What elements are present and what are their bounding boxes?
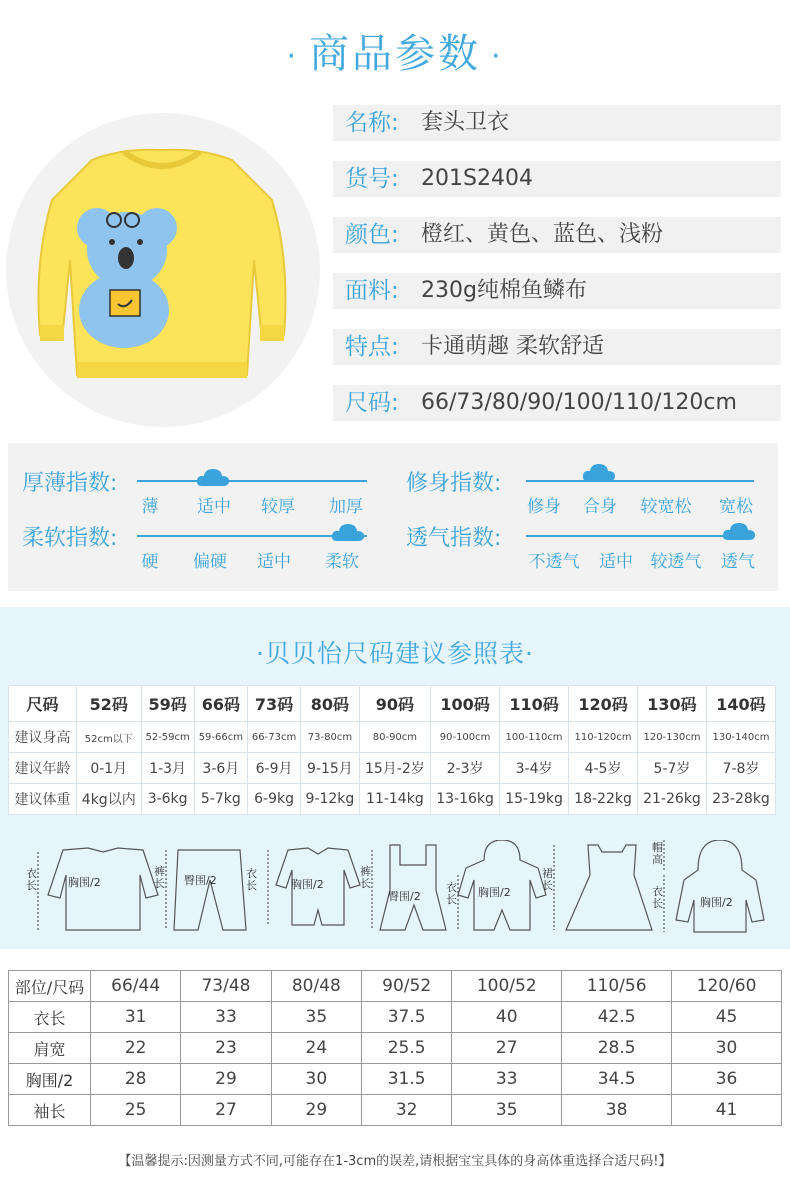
thickness-label: 适中 [197,497,231,517]
breathability-label: 透气 [721,552,755,572]
garment-label: 衣长 [246,867,257,892]
table-row: 肩宽 22 23 24 25.5 27 28.5 30 [9,1033,782,1064]
param-row-size: 尺码: 66/73/80/90/100/110/120cm [333,385,781,421]
softness-label: 柔软 [325,552,359,572]
table-row: 胸围/2 28 29 30 31.5 33 34.5 36 [9,1064,782,1095]
table-row: 袖长 25 27 29 32 35 38 41 [9,1095,782,1126]
sweater-illustration [22,140,302,400]
table-row: 建议体重 4kg以内 3-6kg 5-7kg 6-9kg 9-12kg 11-14kg 13-16kg 15-19kg 18-22kg 21-26kg 23-28kg [9,784,776,815]
breathability-index-line [526,535,754,537]
table-row: 建议身高 52cm以下 52-59cm 59-66cm 66-73cm 73-80cm 80-90cm 90-100cm 100-110cm 110-120cm 120-130cm 130-140cm [9,722,776,753]
fit-label: 修身 [527,497,561,517]
thickness-label: 薄 [141,497,159,517]
softness-cloud-icon [331,522,365,542]
breathability-index-title: 透气指数: [406,526,502,551]
thickness-index-line [137,480,367,482]
garment-label: 胸围/2 [700,896,733,909]
param-row-feature: 特点: 卡通萌趣 柔软舒适 [333,329,781,365]
fit-index-title: 修身指数: [406,471,502,496]
size-guide-title: ·贝贝怡尺码建议参照表· [256,639,534,668]
table-header-row: 尺码 52码 59码 66码 73码 80码 90码 100码 110码 120码 130码 140码 [9,686,776,722]
param-row-color: 颜色: 橙红、黄色、蓝色、浅粉 [333,217,781,253]
garment-label: 帽高 [652,841,663,866]
thickness-label: 较厚 [261,497,295,517]
garment-label: 裙长 [542,867,553,892]
garment-label: 衣长 [26,867,37,892]
param-row-name: 名称: 套头卫衣 [333,105,781,141]
fit-index-line [526,480,754,482]
page-title: · 商品参数 · [286,31,504,77]
thickness-cloud-icon [196,467,230,487]
measurement-table [8,970,782,1126]
sizing-note: 【温馨提示:因测量方式不同,可能存在1-3cm的误差,请根据宝宝具体的身高体重选择合适尺码!】 [118,1154,672,1169]
softness-label: 硬 [141,552,159,572]
table-row: 衣长 31 33 35 37.5 40 42.5 45 [9,1002,782,1033]
garment-label: 胸围/2 [68,876,101,889]
breathability-label: 较透气 [650,552,702,572]
fit-label: 宽松 [719,497,753,517]
garment-label: 胸围/2 [291,878,324,891]
garment-label: 衣长 [446,881,457,906]
table-header-row: 部位/尺码 66/44 73/48 80/48 90/52 100/52 110/56 120/60 [9,971,782,1002]
thickness-label: 加厚 [329,497,363,517]
garment-label: 臀围/2 [388,890,421,903]
breathability-label: 不透气 [528,552,580,572]
softness-label: 适中 [257,552,291,572]
softness-label: 偏硬 [193,552,227,572]
param-row-fabric: 面料: 230g纯棉鱼鳞布 [333,273,781,309]
param-row-item-number: 货号: 201S2404 [333,161,781,197]
garment-label: 衣长 [652,885,663,910]
breathability-cloud-icon [722,521,756,541]
size-guide-table [8,685,776,815]
garment-label: 臀围/2 [184,874,217,887]
garment-label: 裤长 [154,865,165,890]
table-row: 建议年龄 0-1月 1-3月 3-6月 6-9月 9-15月 15月-2岁 2-3岁 3-4岁 4-5岁 5-7岁 7-8岁 [9,753,776,784]
softness-index-title: 柔软指数: [22,526,118,551]
garment-label: 胸围/2 [478,886,511,899]
garment-label: 裤长 [360,865,371,890]
fit-cloud-icon [582,462,616,482]
thickness-index-title: 厚薄指数: [22,471,118,496]
breathability-label: 适中 [599,552,633,572]
fit-label: 合身 [583,497,617,517]
fit-label: 较宽松 [640,497,692,517]
